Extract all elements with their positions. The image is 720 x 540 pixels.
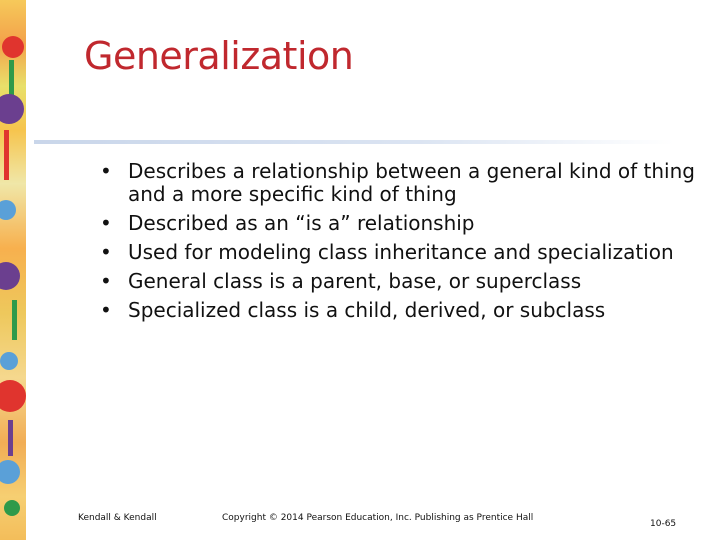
decor-circle-green <box>4 500 20 516</box>
bullet-glyph: • <box>100 211 112 235</box>
bullet-text: Specialized class is a child, derived, or subclass <box>128 298 606 322</box>
page-number: 10-65 <box>650 519 677 529</box>
footer-copyright: Copyright © 2014 Pearson Education, Inc. Publishing as Prentice Hall <box>222 513 534 523</box>
decor-circle-red <box>2 36 24 58</box>
bullet-item <box>100 270 710 293</box>
decor-circle-blue-2 <box>0 352 18 370</box>
bullet-glyph: • <box>100 269 112 293</box>
bullet-list <box>100 160 710 328</box>
decor-circle-blue <box>0 200 16 220</box>
decor-bar-green-2 <box>12 300 17 340</box>
bullet-item <box>100 212 710 235</box>
bullet-text: Used for modeling class inheritance and specialization <box>128 240 674 264</box>
title-divider <box>34 140 674 144</box>
bullet-text: General class is a parent, base, or superclass <box>128 269 582 293</box>
bullet-text: Describes a relationship between a general kind of thing and a more specific kind of thing <box>128 159 695 206</box>
bullet-glyph: • <box>100 240 112 264</box>
footer-author: Kendall & Kendall <box>78 513 157 523</box>
bullet-text: Described as an “is a” relationship <box>128 211 475 235</box>
bullet-item <box>100 299 710 322</box>
decor-bar-purple <box>8 420 13 456</box>
bullet-item <box>100 241 710 264</box>
bullet-item <box>100 160 710 206</box>
decor-circle-purple <box>0 94 24 124</box>
bullet-glyph: • <box>100 298 112 322</box>
decorative-border <box>0 0 26 540</box>
bullet-glyph: • <box>100 159 112 183</box>
decor-bar-red <box>4 130 9 180</box>
decor-circle-blue-3 <box>0 460 20 484</box>
decor-circle-red-2 <box>0 380 26 412</box>
slide-title: Generalization <box>84 34 354 78</box>
decor-circle-purple-2 <box>0 262 20 290</box>
